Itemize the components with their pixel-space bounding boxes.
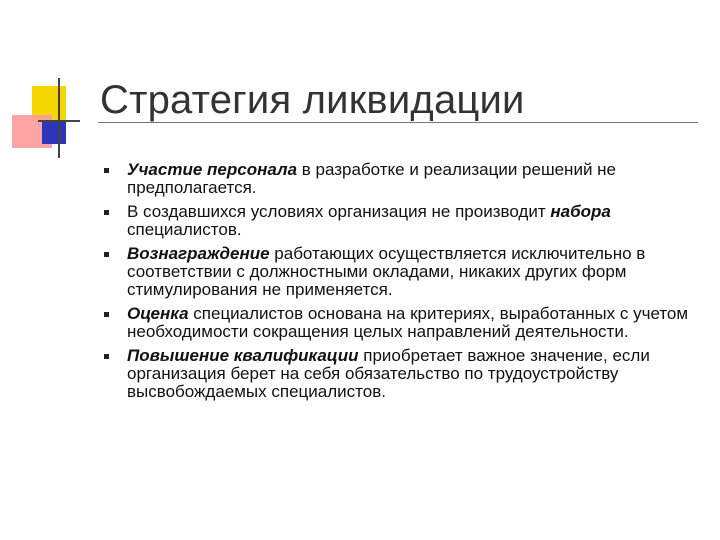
- bullet-lead: Повышение квалификации: [127, 346, 359, 365]
- square-bullet-icon: [104, 354, 109, 359]
- bullet-lead: Вознаграждение: [127, 244, 270, 263]
- square-bullet-icon: [104, 168, 109, 173]
- color-squares-logo-icon: [0, 0, 80, 170]
- bullet-item-participation: [104, 161, 704, 197]
- bullet-text: специалистов основана на критериях, выработанных с учетом необходимости сокращения целых направлений деятельности.: [127, 304, 689, 341]
- bullet-text: специалистов.: [127, 220, 242, 239]
- bullet-item-qualification: [104, 347, 704, 401]
- square-bullet-icon: [104, 252, 109, 257]
- logo-vertical-line: [58, 78, 60, 158]
- logo-horizontal-line: [38, 120, 80, 122]
- bullet-text: приобретает важное значение, если организация берет на себя обязательство по трудоустройству высвобождаемых специалистов.: [127, 346, 650, 401]
- bullet-item-hiring: [104, 203, 704, 239]
- square-bullet-icon: [104, 312, 109, 317]
- logo-blue-square: [42, 120, 66, 144]
- bullet-item-reward: [104, 245, 704, 299]
- bullet-lead: Участие персонала: [127, 160, 298, 179]
- bullet-text: В создавшихся условиях организация не производит: [127, 202, 551, 221]
- square-bullet-icon: [104, 210, 109, 215]
- bullet-item-evaluation: [104, 305, 704, 341]
- bullet-lead: Оценка: [127, 304, 189, 323]
- bullet-text: работающих осуществляется исключительно в соответствии с должностными окладами, никаких других форм стимулирования не применяется.: [127, 244, 646, 299]
- bullet-list: [104, 161, 704, 407]
- bullet-text: в разработке и реализации решений не предполагается.: [127, 160, 617, 197]
- bullet-emphasis: набора: [550, 202, 611, 221]
- slide-title: Стратегия ликвидации: [100, 78, 525, 122]
